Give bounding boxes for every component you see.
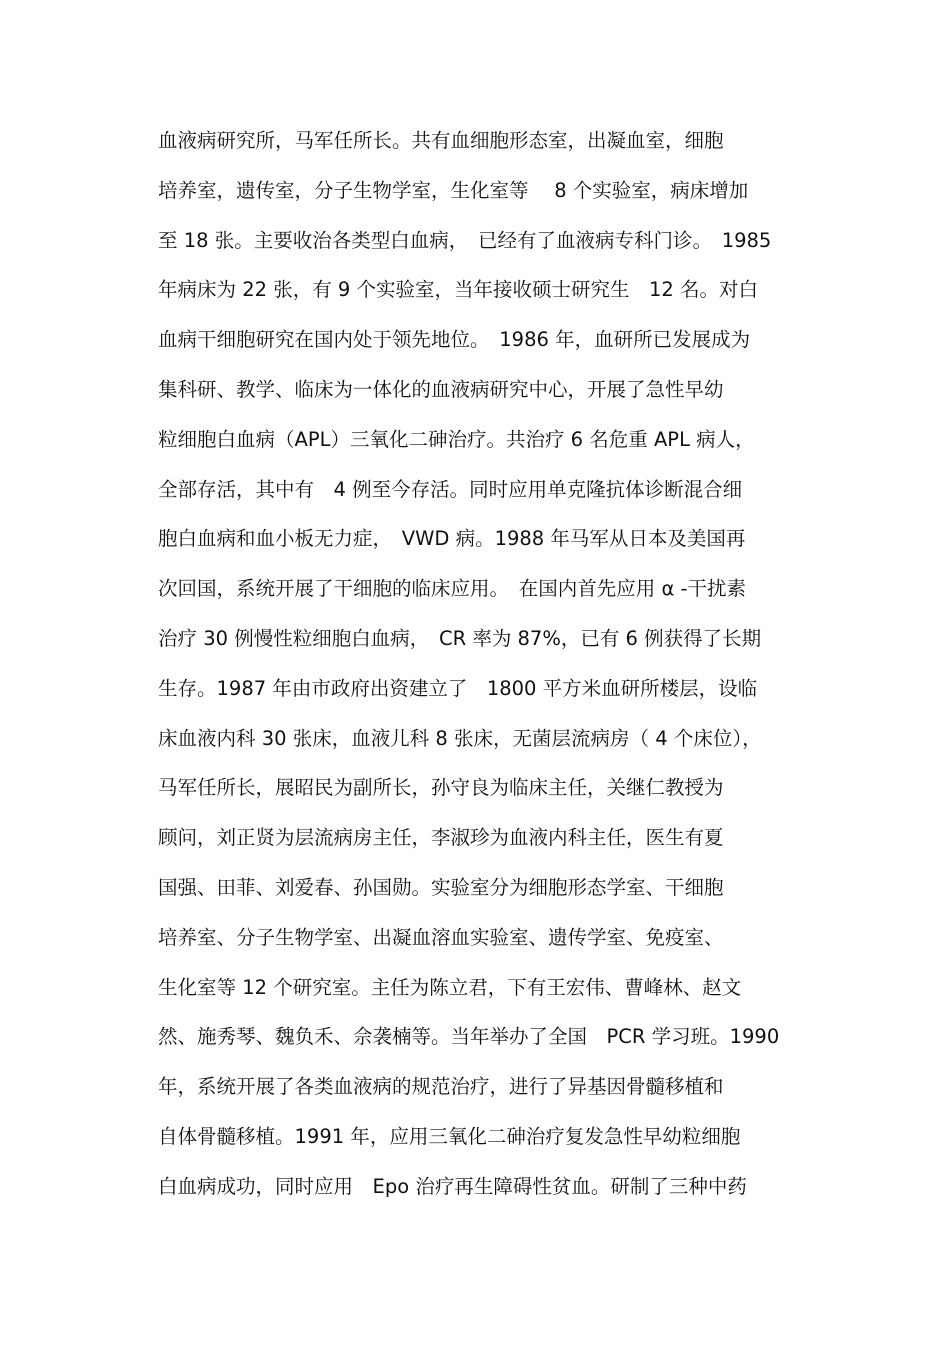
text-line: 血液病研究所，马军任所长。共有血细胞形态室，出凝血室，细胞 [158, 129, 724, 152]
text-line: 白血病成功，同时应用 Epo 治疗再生障碍性贫血。研制了三种中药 [158, 1174, 747, 1198]
text-line: 至 18 张。主要收治各类型白血病， 已经有了血液病专科门诊。 1985 [158, 228, 772, 252]
text-line: 培养室、分子生物学室、出凝血溶血实验室、遗传学室、免疫室、 [158, 925, 724, 949]
text-line: 粒细胞白血病（APL）三氧化二砷治疗。共治疗 6 名危重 APL 病人， [158, 427, 755, 451]
text-line: 年，系统开展了各类血液病的规范治疗，进行了异基因骨髓移植和 [158, 1075, 724, 1099]
text-line: 全部存活，其中有 4 例至今存活。同时应用单克隆抗体诊断混合细 [158, 477, 743, 501]
text-line: 国强、田菲、刘爱春、孙国勋。实验室分为细胞形态学室、干细胞 [158, 875, 724, 899]
text-line: 生存。1987 年由市政府出资建立了 1800 平方米血研所楼层，设临 [158, 676, 758, 700]
text-line: 然、施秀琴、魏负禾、佘袭楠等。当年举办了全国 PCR 学习班。1990 [158, 1025, 780, 1049]
text-line: 培养室，遗传室，分子生物学室，生化室等 8 个实验室，病床增加 [158, 178, 749, 202]
text-line: 次回国，系统开展了干细胞的临床应用。 在国内首先应用 α -干扰素 [158, 577, 747, 601]
text-line: 胞白血病和血小板无力症， VWD 病。1988 年马军从日本及美国再 [158, 527, 746, 551]
text-line: 床血液内科 30 张床，血液儿科 8 张床，无菌层流病房（ 4 个床位）， [158, 726, 762, 750]
text-line: 顾问，刘正贤为层流病房主任，李淑珍为血液内科主任，医生有夏 [158, 826, 724, 850]
text-line: 治疗 30 例慢性粒细胞白血病， CR 率为 87%，已有 6 例获得了长期 [158, 626, 762, 650]
text-line: 血病干细胞研究在国内处于领先地位。 1986 年，血研所已发展成为 [158, 328, 751, 352]
text-line: 生化室等 12 个研究室。主任为陈立君，下有王宏伟、曹峰林、赵文 [158, 975, 742, 999]
text-line: 年病床为 22 张，有 9 个实验室，当年接收硕士研究生 12 名。对白 [158, 278, 759, 302]
text-line: 集科研、教学、临床为一体化的血液病研究中心，开展了急性早幼 [158, 377, 724, 401]
text-line: 马军任所长，展昭民为副所长，孙守良为临床主任，关继仁教授为 [158, 776, 724, 800]
text-line: 自体骨髓移植。1991 年，应用三氧化二砷治疗复发急性早幼粒细胞 [158, 1124, 741, 1148]
body-text [158, 126, 818, 1222]
